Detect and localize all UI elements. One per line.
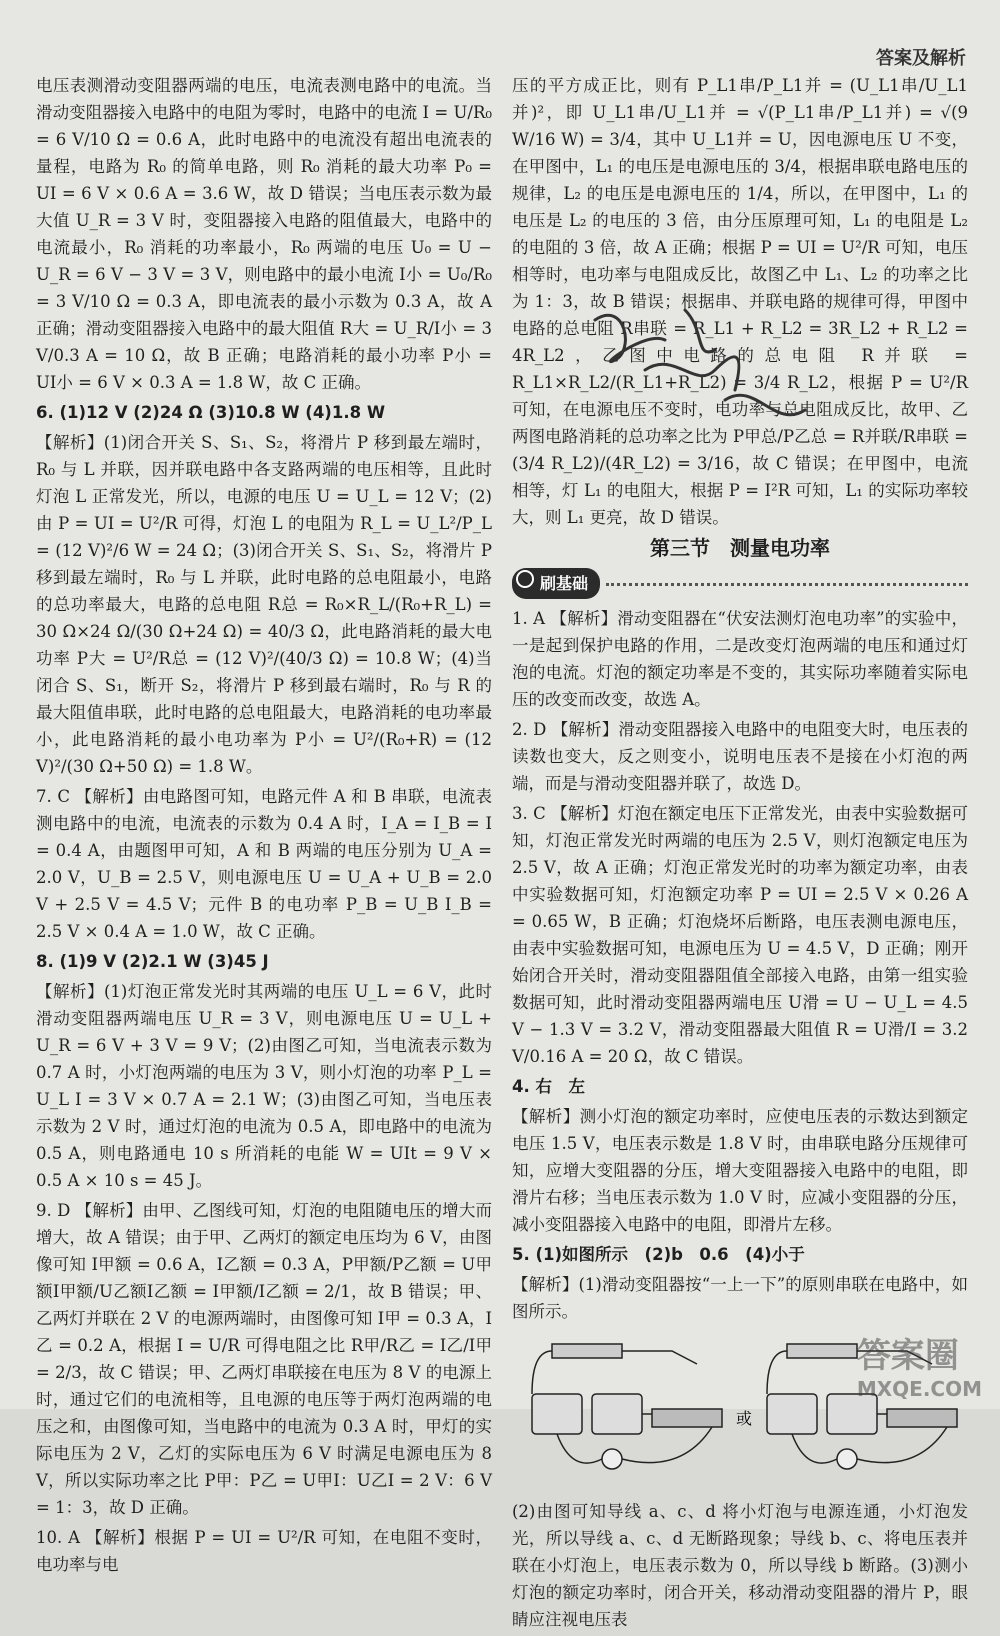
s3-q4-analysis: 【解析】测小灯泡的额定功率时，应使电压表的示数达到额定电压 1.5 V，电压表示数是 1.8 V 时，由串联电路分压规律可知，应增大变阻器的分压，增大变阻器接入电路中的电阻，即滑片右移；当电压表示数为 1.0 V 时，应减小变阻器的分压，减小变阻器接入电路中的电阻，即滑片左移。 — [512, 1107, 968, 1234]
banner-label: 刷基础 — [540, 574, 589, 593]
q8-answer: 8. (1)9 V (2)2.1 W (3)45 J — [36, 952, 269, 971]
banner-divider — [606, 581, 968, 586]
q8-analysis: 【解析】(1)灯泡正常发光时其两端的电压 U_L = 6 V，此时滑动变阻器两端电压 U_R = 3 V，则电源电压 U = U_L + U_R = 6 V + 3 V = 9 V；(2)由图乙可知，当电流表示数为 0.7 A 时，小灯泡两端的电压为 3 V，则小灯泡的功率 P_L = U_L I = 3 V × 0.7 A = 2.1 W；(3)由图乙可知，当电压表示数为 2 V 时，通过灯泡的电流为 0.5 A，即电路中的电流为 0.5 A，则电路通电 10 s 所消耗的电能 W = UIt = 9 V × 0.5 A × 10 s = 45 J。 — [36, 982, 492, 1190]
q9-answer: 9. D 【解析】由甲、乙图线可知，灯泡的电阻随电压的增大而增大，故 A 错误；由于甲、乙两灯的额定电压均为 6 V，由图像可知 I甲额 = 0.6 A，I乙额 = 0.3 A，P甲额/P乙额 = U甲额I甲额/U乙额I乙额 = I甲额/I乙额 = 2/1，故 B 错误；甲、乙两灯并联在 2 V 的电源两端时，由图像可知 I甲 = 0.3 A，I乙 = 0.2 A，根据 I = U/R 可得电阻之比 R甲/R乙 = I乙/I甲 = 2/3，故 C 错误；甲、乙两灯串联接在电压为 8 V 的电源上时，通过它们的电流相等，且电源的电压等于两灯泡两端的电压之和，由图像可知，当电路中的电流为 0.3 A 时，甲灯的实际电压为 2 V，乙灯的实际电压为 6 V 时满足电源电压为 8 V，所以实际功率之比 P甲：P乙 = U甲I：U乙I = 2 V：6 V = 1：3，故 D 正确。 — [36, 1201, 492, 1517]
banner-icon — [516, 570, 534, 588]
left-column — [36, 72, 492, 1581]
s3-q5-analysis-2: (2)由图可知导线 a、c、d 将小灯泡与电源连通，小灯泡发光，所以导线 a、c、d 无断路现象；导线 b、c、将电压表并联在小灯泡上，电压表示数为 0，所以导线 b 断路。(3)测小灯泡的额定功率时，闭合开关，移动滑动变阻器的滑片 P，眼睛应注视电压表 — [512, 1502, 968, 1629]
basic-banner — [512, 568, 968, 599]
banner-tag — [512, 568, 600, 599]
page-header: 答案及解析 — [876, 48, 966, 69]
q5-continuation: 电压表测滑动变阻器两端的电压，电流表测电路中的电流。当滑动变阻器接入电路中的电阻为零时，电路中的电流 I = U/R₀ = 6 V/10 Ω = 0.6 A，此时电路中的电流没有超出电流表的量程，电路为 R₀ 的简单电路，则 R₀ 消耗的最大功率 P₀ = UI = 6 V × 0.6 A = 3.6 W，故 D 错误；当电压表示数为最大值 U_R = 3 V 时，变阻器接入电路的阻值最大，电路中的电流最小，R₀ 消耗的功率最小，R₀ 两端的电压 U₀ = U − U_R = 6 V − 3 V = 3 V，则电路中的最小电流 I小 = U₀/R₀ = 3 V/10 Ω = 0.3 A，即电流表的最小示数为 0.3 A，故 A 正确；滑动变阻器接入电路中的最大阻值 R大 = U_R/I小 = 3 V/0.3 A = 10 Ω，故 B 正确；电路消耗的最小功率 P小 = UI小 = 6 V × 0.3 A = 1.8 W，故 C 正确。 — [36, 76, 492, 392]
q6-analysis: 【解析】(1)闭合开关 S、S₁、S₂，将滑片 P 移到最左端时，R₀ 与 L 并联，因并联电路中各支路两端的电压相等，且此时灯泡 L 正常发光，所以，电源的电压 U = U_L = 12 V；(2)由 P = UI = U²/R 可得，灯泡 L 的电阻为 R_L = U_L²/P_L = (12 V)²/6 W = 24 Ω；(3)闭合开关 S、S₁、S₂，将滑片 P 移到最左端时，R₀ 与 L 并联，此时电路的总电阻最小，电路的总功率最大，电路的总电阻 R总 = R₀×R_L/(R₀+R_L) = 30 Ω×24 Ω/(30 Ω+24 Ω) = 40/3 Ω，此电路消耗的最大电功率 P大 = U²/R总 = (12 V)²/(40/3 Ω) = 10.8 W；(4)当闭合 S、S₁，断开 S₂，将滑片 P 移到最右端时，R₀ 与 R 的最大阻值串联，此时电路的总电阻最大，电路消耗的电功率最小，此电路消耗的最小电功率为 P小 = U²/(R₀+R) = (12 V)²/(30 Ω+50 Ω) = 1.8 W。 — [36, 433, 492, 776]
s3-q5-analysis: 【解析】(1)滑动变阻器按“一上一下”的原则串联在电路中，如图所示。 — [512, 1275, 968, 1321]
watermark-text: 答案圈 — [856, 1336, 959, 1376]
watermark — [857, 1328, 982, 1401]
circuit-left — [532, 1344, 722, 1469]
handwriting-scribble — [585, 290, 825, 440]
q10-continuation: 压的平方成正比，则有 P_L1串/P_L1并 = (U_L1串/U_L1并)²，即 U_L1串/U_L1并 = √(P_L1串/P_L1并) = √(9 W/16 W) = 3/4，其中 U_L1并 = U，因电源电压 U 不变，在甲图中，L₁ 的电压是电源电压的 3/4，根据串联电路电压的规律，L₂ 的电压是电源电压的 1/4，所以，在甲图中，L₁ 的电压是 L₂ 的电压的 3 倍，由分压原理可知，L₁ 的电阻是 L₂ 的电阻的 3 倍，故 A 正确；根据 P = UI = U²/R 可知，电压相等时，电功率与电阻成反比，故图乙中 L₁、L₂ 的功率之比为 1：3，故 B 错误；根据串、并联电路的规律可得，甲图中电路的总电阻 R串联 = R_L1 + R_L2 = 3R_L2 + R_L2 = 4R_L2，乙图中电路的总电阻 R并联 = R_L1×R_L2/(R_L1+R_L2) = 3/4 R_L2，根据 P = U²/R 可知，在电源电压不变时，电功率与总电阻成反比，故甲、乙两图电路消耗的总功率之比为 P甲总/P乙总 = R并联/R串联 = (3/4 R_L2)/(4R_L2) = 3/16，故 C 错误；在甲图中，电流相等，灯 L₁ 的电阻大，根据 P = I²R 可知，L₁ 的实际功率较大，则 L₁ 更亮，故 D 错误。 — [512, 76, 968, 527]
q7-answer: 7. C 【解析】由电路图可知，电路元件 A 和 B 串联，电流表测电路中的电流，电流表的示数为 0.4 A 时，I_A = I_B = I = 0.4 A，由题图甲可知，A 和 B 两端的电压分别为 U_A = 2.0 V，U_B = 2.5 V，则电源电压 U = U_A + U_B = 2.0 V + 2.5 V = 4.5 V；元件 B 的电功率 P_B = U_B I_B = 2.5 V × 0.4 A = 1.0 W，故 C 正确。 — [36, 787, 492, 941]
watermark-site: MXQE.COM — [856, 1377, 982, 1401]
s3-q4: 4. 右 左 — [512, 1077, 585, 1096]
q6-answer: 6. (1)12 V (2)24 Ω (3)10.8 W (4)1.8 W — [36, 403, 386, 422]
q10-answer: 10. A 【解析】根据 P = UI = U²/R 可知，在电阻不变时，电功率与电 — [36, 1528, 492, 1574]
s3-q5: 5. (1)如图所示 (2)b 0.6 (4)小于 — [512, 1245, 805, 1264]
s3-q1: 1. A 【解析】滑动变阻器在“伏安法测灯泡电功率”的实验中，一是起到保护电路的作用，二是改变灯泡两端的电压和通过灯泡的电流。灯泡的额定功率是不变的，其实际功率随着实际电压的改变而改变，故选 A。 — [512, 609, 968, 709]
diagram-or-label: 或 — [736, 1409, 753, 1428]
s3-q3: 3. C 【解析】灯泡在额定电压下正常发光，由表中实验数据可知，灯泡正常发光时两端的电压为 2.5 V，则灯泡额定电压为 2.5 V，故 A 正确；灯泡正常发光时的功率为额定功率，由表中实验数据可知，灯泡额定功率 P = UI = 2.5 V × 0.26 A = 0.65 W，B 正确；灯泡烧坏后断路，电压表测电源电压，由表中实验数据可知，电源电压为 U = 4.5 V，D 正确；刚开始闭合开关时，滑动变阻器阻值全部接入电路，由第一组实验数据可知，此时滑动变阻器两端电压 U滑 = U − U_L = 4.5 V − 1.3 V = 3.2 V，滑动变阻器最大阻值 R = U滑/I = 3.2 V/0.16 A = 20 Ω，故 C 错误。 — [512, 804, 968, 1066]
section-title: 第三节 测量电功率 — [650, 536, 830, 560]
s3-q2: 2. D 【解析】滑动变阻器接入电路中的电阻变大时，电压表的读数也变大，反之则变小，说明电压表不是接在小灯泡的两端，而是与滑动变阻器并联了，故选 D。 — [512, 720, 968, 793]
